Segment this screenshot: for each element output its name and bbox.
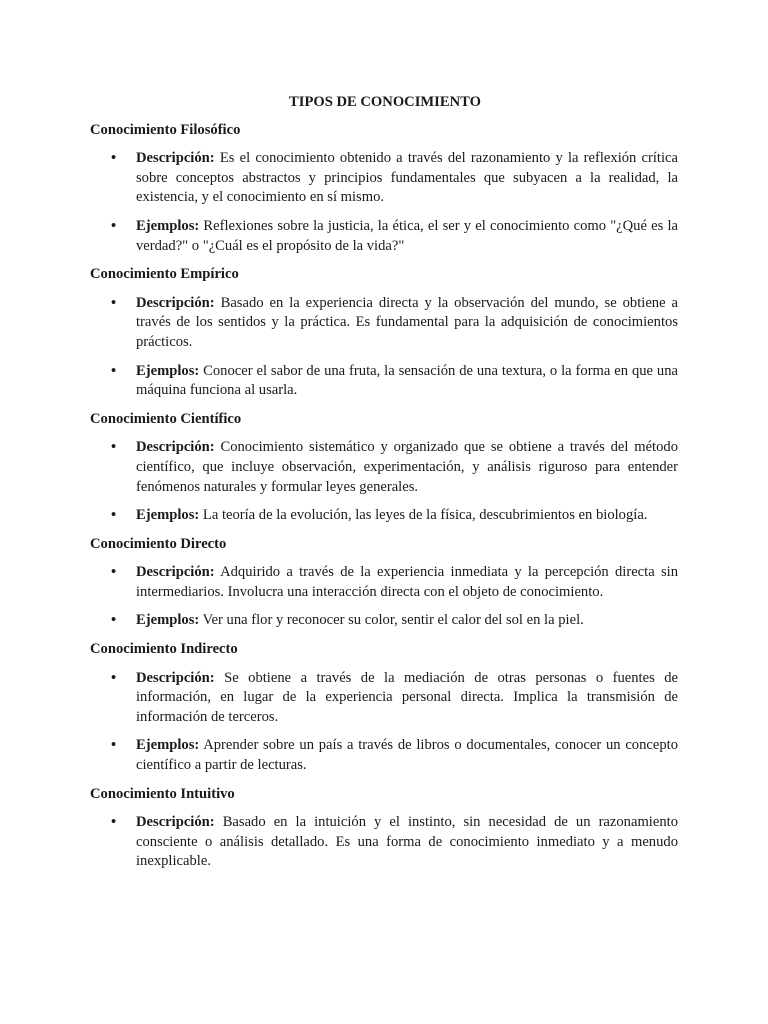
section-directo [90, 535, 678, 631]
bullet-icon: • [111, 612, 117, 629]
section-filosofico [90, 121, 678, 257]
list-item [90, 611, 678, 631]
list-item [90, 506, 678, 526]
section-intuitivo [90, 785, 678, 872]
list-item [90, 669, 678, 728]
list-item [90, 217, 678, 256]
bullet-list [90, 813, 678, 872]
item-label: Descripción: [136, 150, 215, 167]
bullet-icon: • [111, 150, 117, 167]
section-heading: Conocimiento Empírico [90, 266, 239, 283]
section-heading: Conocimiento Filosófico [90, 121, 241, 138]
item-text: La teoría de la evolución, las leyes de la física, descubrimientos en biología. [199, 507, 648, 524]
list-item [90, 736, 678, 775]
bullet-icon: • [111, 737, 117, 754]
item-label: Descripción: [136, 564, 215, 581]
section-heading: Conocimiento Directo [90, 535, 227, 552]
item-label: Descripción: [136, 669, 215, 686]
item-text: Basado en la experiencia directa y la observación del mundo, se obtiene a través de los sentidos y la práctica. Es fundamental para la adquisición de conocimientos prácticos. [136, 294, 678, 350]
bullet-icon: • [111, 564, 117, 581]
section-indirecto [90, 640, 678, 776]
item-label: Descripción: [136, 294, 215, 311]
item-text: Adquirido a través de la experiencia inmediata y la percepción directa sin intermediarios. Involucra una interacción directa con el objeto de conocimiento. [136, 564, 678, 600]
document-title: TIPOS DE CONOCIMIENTO [289, 94, 481, 110]
item-text: Es el conocimiento obtenido a través del razonamiento y la reflexión crítica sobre conceptos abstractos y principios fundamentales que subyacen a la realidad, la existencia, y el conocimiento en sí mismo. [136, 150, 678, 206]
item-text: Reflexiones sobre la justicia, la ética, el ser y el conocimiento como "¿Qué es la verdad?" o "¿Cuál es el propósito de la vida?" [136, 217, 678, 254]
section-heading: Conocimiento Indirecto [90, 641, 238, 658]
bullet-icon: • [111, 362, 117, 379]
bullet-icon: • [111, 669, 117, 686]
section-cientifico [90, 410, 678, 526]
item-label: Descripción: [136, 814, 215, 831]
section-heading: Conocimiento Intuitivo [90, 785, 235, 802]
list-item [90, 149, 678, 208]
list-item [90, 362, 678, 401]
item-label: Ejemplos: [136, 737, 200, 754]
item-text: Aprender sobre un país a través de libros o documentales, conocer un concepto científico a partir de lecturas. [136, 737, 678, 774]
bullet-list [90, 438, 678, 525]
bullet-list [90, 294, 678, 401]
bullet-icon: • [111, 217, 117, 234]
bullet-icon: • [111, 507, 117, 524]
list-item [90, 294, 678, 353]
item-text: Basado en la intuición y el instinto, sin necesidad de un razonamiento consciente o análisis detallado. Es una forma de conocimiento inmediato y a menudo inexplicable. [136, 814, 678, 870]
item-text: Conocimiento sistemático y organizado que se obtiene a través del método científico, que incluye observación, experimentación, y análisis riguroso para entender fenómenos naturales y formular leyes generales. [136, 439, 678, 495]
list-item [90, 438, 678, 497]
bullet-list [90, 563, 678, 631]
item-label: Ejemplos: [136, 217, 200, 234]
item-label: Ejemplos: [136, 507, 200, 524]
section-heading: Conocimiento Científico [90, 410, 242, 427]
bullet-icon: • [111, 814, 117, 831]
bullet-icon: • [111, 294, 117, 311]
section-empirico [90, 265, 678, 401]
bullet-list [90, 149, 678, 256]
item-text: Ver una flor y reconocer su color, sentir el calor del sol en la piel. [199, 612, 584, 629]
bullet-icon: • [111, 439, 117, 456]
item-label: Ejemplos: [136, 362, 200, 379]
list-item [90, 813, 678, 872]
bullet-list [90, 669, 678, 776]
item-text: Conocer el sabor de una fruta, la sensación de una textura, o la forma en que una máquina funciona al usarla. [136, 362, 678, 399]
item-label: Descripción: [136, 439, 215, 456]
item-label: Ejemplos: [136, 612, 200, 629]
list-item [90, 563, 678, 602]
item-text: Se obtiene a través de la mediación de otras personas o fuentes de información, en lugar de la experiencia personal directa. Implica la transmisión de información de terceros. [136, 669, 678, 725]
